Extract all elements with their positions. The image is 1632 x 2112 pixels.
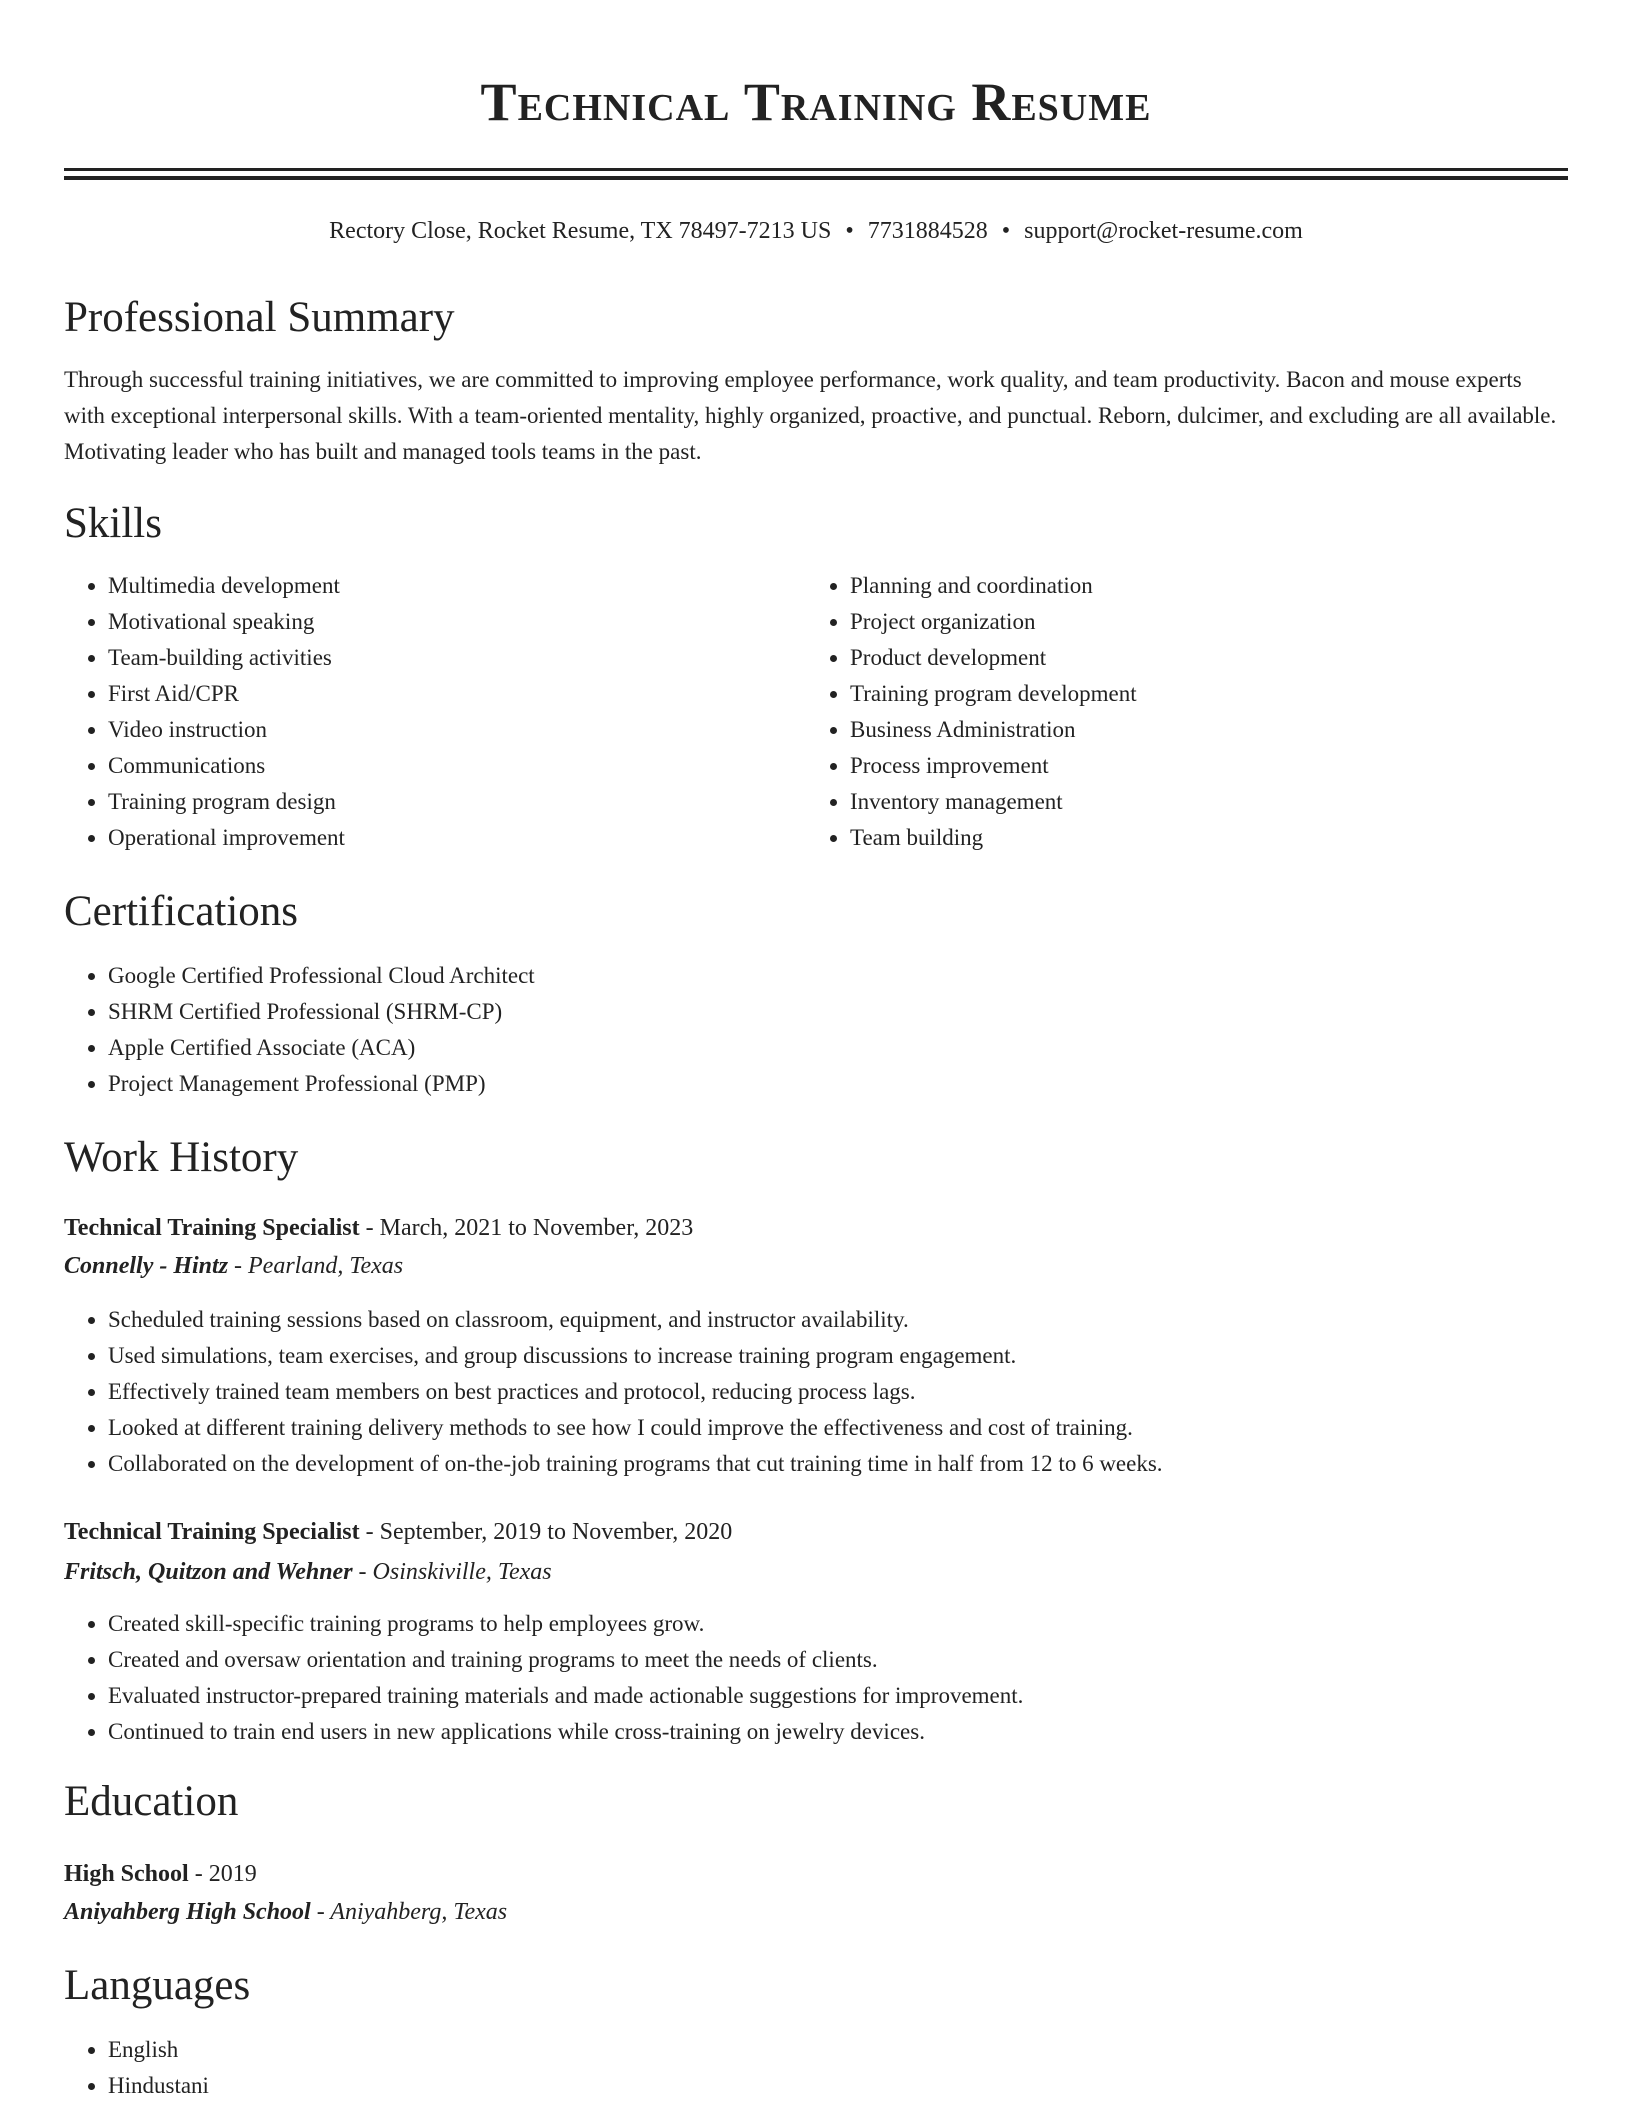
job-company: Fritsch, Quitzon and Wehner xyxy=(64,1559,353,1585)
job-bullet: • Continued to train end users in new applications while cross-training on jewelry devices. xyxy=(108,1714,1568,1750)
languages-list xyxy=(64,2032,708,2104)
skill-item: • Training program development xyxy=(850,676,1550,712)
skill-item: • Team building xyxy=(850,820,1550,856)
contact-address: Rectory Close, Rocket Resume, TX 78497-7213 US xyxy=(329,218,832,244)
certifications-heading: Certifications xyxy=(64,888,299,935)
job-company-line xyxy=(64,1248,403,1284)
job-bullet: • Evaluated instructor-prepared training materials and made actionable suggestions for improvement. xyxy=(108,1678,1568,1714)
education-school-line xyxy=(64,1894,507,1930)
job-bullets xyxy=(64,1302,1568,1482)
job-bullet: • Created and oversaw orientation and training programs to meet the needs of clients. xyxy=(108,1642,1568,1678)
skills-heading: Skills xyxy=(64,500,162,547)
title-divider-bottom xyxy=(64,176,1568,180)
certifications-list xyxy=(64,958,1508,1102)
skills-list-right xyxy=(806,568,1550,856)
certification-item: • Apple Certified Associate (ACA) xyxy=(108,1030,1508,1066)
summary-heading: Professional Summary xyxy=(64,294,455,341)
job-bullet: • Effectively trained team members on best practices and protocol, reducing process lags. xyxy=(108,1374,1568,1410)
skill-item: • Product development xyxy=(850,640,1550,676)
language-item: • English xyxy=(108,2032,708,2068)
job-bullet: • Scheduled training sessions based on classroom, equipment, and instructor availability. xyxy=(108,1302,1568,1338)
job-location: - Pearland, Texas xyxy=(228,1253,404,1279)
certification-item: • Project Management Professional (PMP) xyxy=(108,1066,1508,1102)
job-company: Connelly - Hintz xyxy=(64,1253,229,1279)
skill-item: • Process improvement xyxy=(850,748,1550,784)
job-bullet: • Collaborated on the development of on-the-job training programs that cut training time in half from 12 to 6 weeks. xyxy=(108,1446,1568,1482)
job-title-line xyxy=(64,1514,732,1550)
skill-item: • Business Administration xyxy=(850,712,1550,748)
title-divider-top xyxy=(64,168,1568,171)
skill-item: • Multimedia development xyxy=(108,568,798,604)
education-school: Aniyahberg High School xyxy=(64,1899,311,1925)
job-dates: - March, 2021 to November, 2023 xyxy=(359,1215,694,1241)
education-location: - Aniyahberg, Texas xyxy=(310,1899,508,1925)
job-bullet: • Looked at different training delivery methods to see how I could improve the effectiveness and cost of training. xyxy=(108,1410,1568,1446)
summary-text: Through successful training initiatives, we are committed to improving employee performance, work quality, and team productivity. Bacon and mouse experts with exceptional interpersonal skills. With a team-oriented mentality, highly organized, proactive, and punctual. Reborn, dulcimer, and excluding are all available. Motivating leader who has built and managed tools teams in the past. xyxy=(64,367,1557,464)
job-company-line xyxy=(64,1554,552,1590)
contact-separator: • xyxy=(845,218,854,244)
contact-line xyxy=(64,214,1568,248)
education-year: - 2019 xyxy=(188,1861,257,1887)
skill-item: • Training program design xyxy=(108,784,798,820)
skill-item: • Operational improvement xyxy=(108,820,798,856)
work-history-heading: Work History xyxy=(64,1134,299,1181)
job-title: Technical Training Specialist xyxy=(64,1215,360,1241)
contact-email[interactable]: support@rocket-resume.com xyxy=(1024,218,1303,244)
languages-heading: Languages xyxy=(64,1962,251,2009)
job-location: - Osinskiville, Texas xyxy=(352,1559,552,1585)
job-bullets xyxy=(64,1606,1568,1750)
contact-separator: • xyxy=(1001,218,1011,244)
job-title-line xyxy=(64,1210,693,1246)
resume-page xyxy=(64,0,1568,2098)
skill-item: • Project organization xyxy=(850,604,1550,640)
skills-list-left xyxy=(64,568,798,856)
skill-item: • Communications xyxy=(108,748,798,784)
contact-phone: 7731884528 xyxy=(867,218,988,244)
skill-item: • Team-building activities xyxy=(108,640,798,676)
job-bullet: • Used simulations, team exercises, and group discussions to increase training program engagement. xyxy=(108,1338,1568,1374)
education-degree-line xyxy=(64,1856,257,1892)
education-degree: High School xyxy=(64,1861,189,1887)
certification-item: • Google Certified Professional Cloud Architect xyxy=(108,958,1508,994)
resume-title: Technical Training Resume xyxy=(480,72,1152,132)
language-item: • Hindustani xyxy=(108,2068,708,2104)
job-title: Technical Training Specialist xyxy=(64,1519,360,1545)
skill-item: • Motivational speaking xyxy=(108,604,798,640)
skill-item: • Planning and coordination xyxy=(850,568,1550,604)
skill-item: • Video instruction xyxy=(108,712,798,748)
skill-item: • Inventory management xyxy=(850,784,1550,820)
job-dates: - September, 2019 to November, 2020 xyxy=(359,1519,733,1545)
skill-item: • First Aid/CPR xyxy=(108,676,798,712)
certification-item: • SHRM Certified Professional (SHRM-CP) xyxy=(108,994,1508,1030)
education-heading: Education xyxy=(64,1778,239,1825)
job-bullet: • Created skill-specific training programs to help employees grow. xyxy=(108,1606,1568,1642)
